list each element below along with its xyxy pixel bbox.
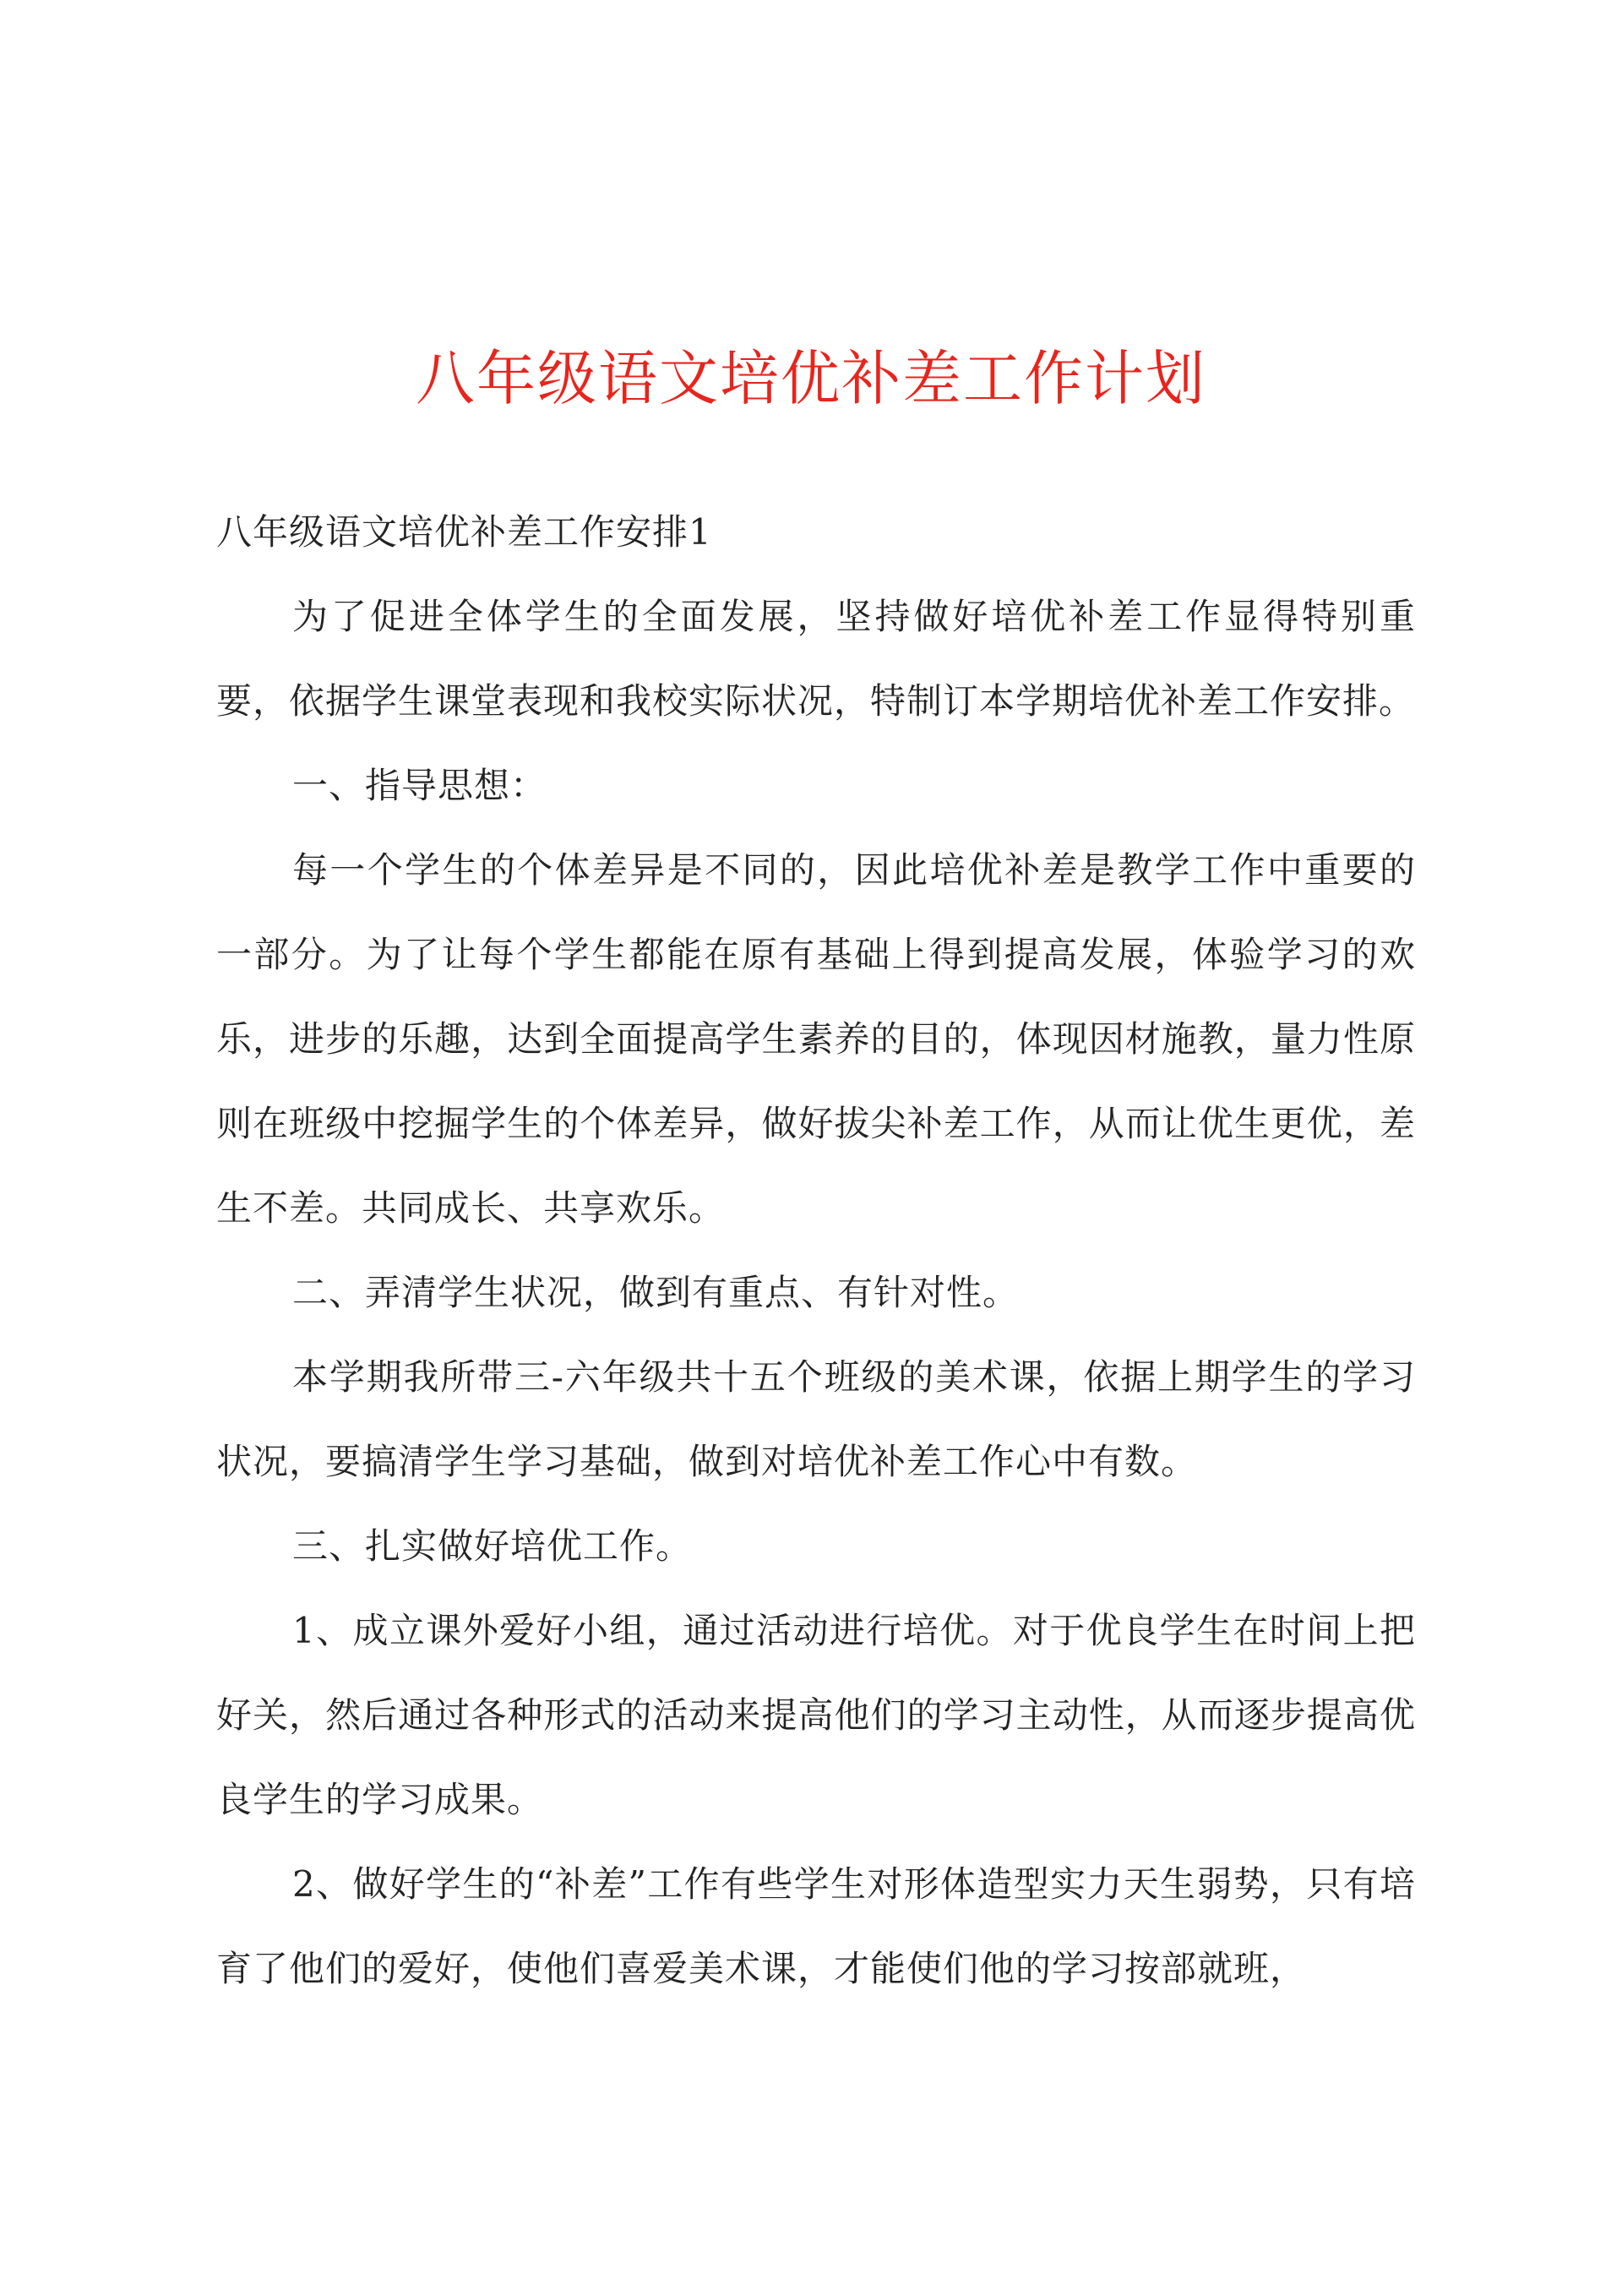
section-heading-student-status: 二、弄清学生状况，做到有重点、有针对性。 — [292, 1272, 1020, 1313]
paragraph-guiding-thought: 每一个学生的个体差异是不同的，因此培优补差是教学工作中重要的一部分。为了让每个学生都能在原有基础上得到提高发展，体验学习的欢乐，进步的乐趣，达到全面提高学生素养的目的，体现因材施教，量力性原则在班级中挖掘学生的个体差异，做好拔尖补差工作，从而让优生更优，差生不差。共同成长、共享欢乐。 — [216, 849, 1416, 1229]
section-heading-excellence-work: 三、扎实做好培优工作。 — [292, 1525, 693, 1567]
document-body — [216, 490, 1416, 2011]
paragraph-student-status: 本学期我所带三-六年级共十五个班级的美术课，依据上期学生的学习状况，要搞清学生学习基础，做到对培优补差工作心中有数。 — [216, 1356, 1416, 1482]
paragraph-item-2: 2、做好学生的“补差”工作有些学生对形体造型实力天生弱势，只有培育了他们的爱好，使他们喜爱美术课，才能使们他的学习按部就班， — [216, 1863, 1416, 1989]
paragraph-item-1: 1、成立课外爱好小组，通过活动进行培优。对于优良学生在时间上把好关，然后通过各种形式的活动来提高他们的学习主动性，从而逐步提高优良学生的学习成果。 — [216, 1610, 1416, 1820]
paragraph-intro: 为了促进全体学生的全面发展，坚持做好培优补差工作显得特别重要，依据学生课堂表现和我校实际状况，特制订本学期培优补差工作安排。 — [216, 596, 1416, 722]
document-title: 八年级语文培优补差工作计划 — [416, 344, 1206, 413]
section-heading-plan: 八年级语文培优补差工作安排1 — [216, 511, 712, 553]
section-heading-guiding-thought: 一、指导思想： — [292, 765, 547, 806]
